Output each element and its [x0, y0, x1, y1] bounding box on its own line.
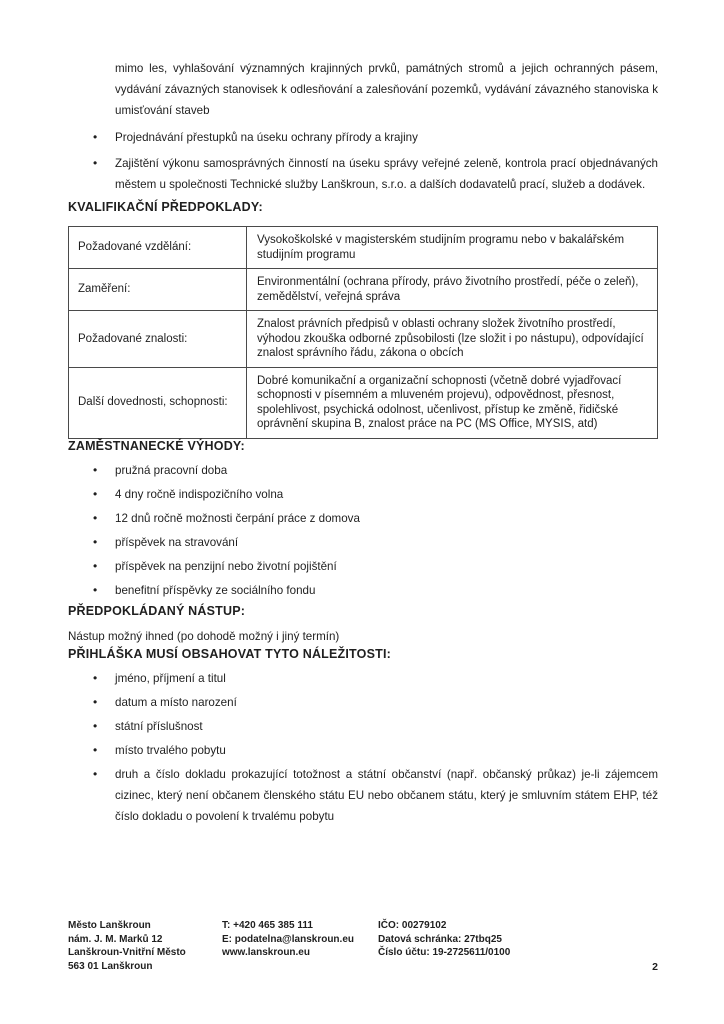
- list-item: • Projednávání přestupků na úseku ochrany přírody a krajiny: [68, 127, 658, 148]
- table-row: [69, 367, 658, 438]
- list-item: • jméno, příjmení a titul: [68, 668, 658, 689]
- list-item: • pružná pracovní doba: [68, 460, 658, 481]
- table-row: [69, 269, 658, 311]
- table-row: [69, 227, 658, 269]
- footer-line: E: podatelna@lanskroun.eu: [222, 933, 354, 945]
- qualifications-heading: KVALIFIKAČNÍ PŘEDPOKLADY:: [68, 200, 263, 214]
- list-item: • státní příslušnost: [68, 716, 658, 737]
- list-item: • datum a místo narození: [68, 692, 658, 713]
- qualifications-table: [68, 226, 658, 439]
- table-label-cell: Zaměření:: [69, 269, 247, 311]
- list-item: • příspěvek na penzijní nebo životní pojištění: [68, 556, 658, 577]
- list-item: • příspěvek na stravování: [68, 532, 658, 553]
- application-heading: PŘIHLÁŠKA MUSÍ OBSAHOVAT TYTO NÁLEŽITOSTI:: [68, 646, 391, 661]
- footer-line: Datová schránka: 27tbq25: [378, 933, 502, 945]
- footer-address-column: [68, 919, 186, 973]
- footer-line: www.lanskroun.eu: [222, 947, 310, 958]
- table-label-cell: Požadované znalosti:: [69, 311, 247, 368]
- footer-line: Město Lanškroun: [68, 920, 151, 931]
- footer-line: nám. J. M. Marků 12: [68, 933, 163, 945]
- footer-line: IČO: 00279102: [378, 920, 447, 931]
- list-item: • místo trvalého pobytu: [68, 740, 658, 761]
- footer-line: Lanškroun-Vnitřní Město: [68, 947, 186, 958]
- footer-line: Číslo účtu: 19-2725611/0100: [378, 947, 511, 958]
- list-item: • 12 dnů ročně možnosti čerpání práce z domova: [68, 508, 658, 529]
- page-number: 2: [652, 961, 658, 973]
- footer-line: T: +420 465 385 111: [222, 920, 313, 931]
- page-content: [68, 58, 658, 830]
- duties-continuation-paragraph: mimo les, vyhlašování významných krajinných prvků, památných stromů a jejich ochranných pásem, vydávání závazných stanovisek k odlesňování a zalesňování pozemků, vydávání závazného stanoviska k umisťování staveb: [115, 62, 658, 117]
- table-value-cell: Vysokoškolské v magisterském studijním programu nebo v bakalářském studijním programu: [247, 227, 658, 269]
- list-item: • Zajištění výkonu samosprávných činností na úseku správy veřejné zeleně, kontrola prací objednávaných městem u společnosti Technické služby Lanškroun, s.r.o. a dalších dodavatelů prací, služeb a dodávek.: [68, 153, 658, 195]
- start-date-text: Nástup možný ihned (po dohodě možný i jiný termín): [68, 629, 340, 643]
- footer-contact-column: [222, 919, 354, 960]
- application-bullet-list: [68, 668, 658, 827]
- table-value-cell: Environmentální (ochrana přírody, právo životního prostředí, péče o zeleň), zemědělství, veřejná správa: [247, 269, 658, 311]
- table-label-cell: Další dovednosti, schopnosti:: [69, 367, 247, 438]
- benefits-bullet-list: [68, 460, 658, 601]
- list-item: • 4 dny ročně indispozičního volna: [68, 484, 658, 505]
- table-value-cell: Dobré komunikační a organizační schopnosti (včetně dobré vyjadřovací schopnosti v písemném a mluveném projevu), odpovědnost, přesnost, spolehlivost, psychická odolnost, učenlivost, přístup ke změně, řidičské oprávnění skupina B, znalost práce na PC (MS Office, MYSIS, atd): [247, 367, 658, 438]
- table-value-cell: Znalost právních předpisů v oblasti ochrany složek životního prostředí, výhodou zkouška odborné způsobilosti (lze složit i po nástupu), odpovídající znalost správního řádu, zákona o obcích: [247, 311, 658, 368]
- table-label-cell: Požadované vzdělání:: [69, 227, 247, 269]
- table-row: [69, 311, 658, 368]
- page-footer: [68, 919, 658, 977]
- start-date-heading: PŘEDPOKLÁDANÝ NÁSTUP:: [68, 603, 246, 618]
- list-item: • druh a číslo dokladu prokazující totožnost a státní občanství (např. občanský průkaz) je-li zájemcem cizinec, který není občanem členského státu EU nebo občanem státu, který je smluvním státem EHP, též číslo dokladu o povolení k trvalému pobytu: [68, 764, 658, 827]
- list-item: • benefitní příspěvky ze sociálního fondu: [68, 580, 658, 601]
- footer-registry-column: [378, 919, 510, 960]
- duties-bullet-list: [68, 127, 658, 195]
- footer-line: 563 01 Lanškroun: [68, 960, 153, 972]
- benefits-heading: ZAMĚSTNANECKÉ VÝHODY:: [68, 438, 245, 453]
